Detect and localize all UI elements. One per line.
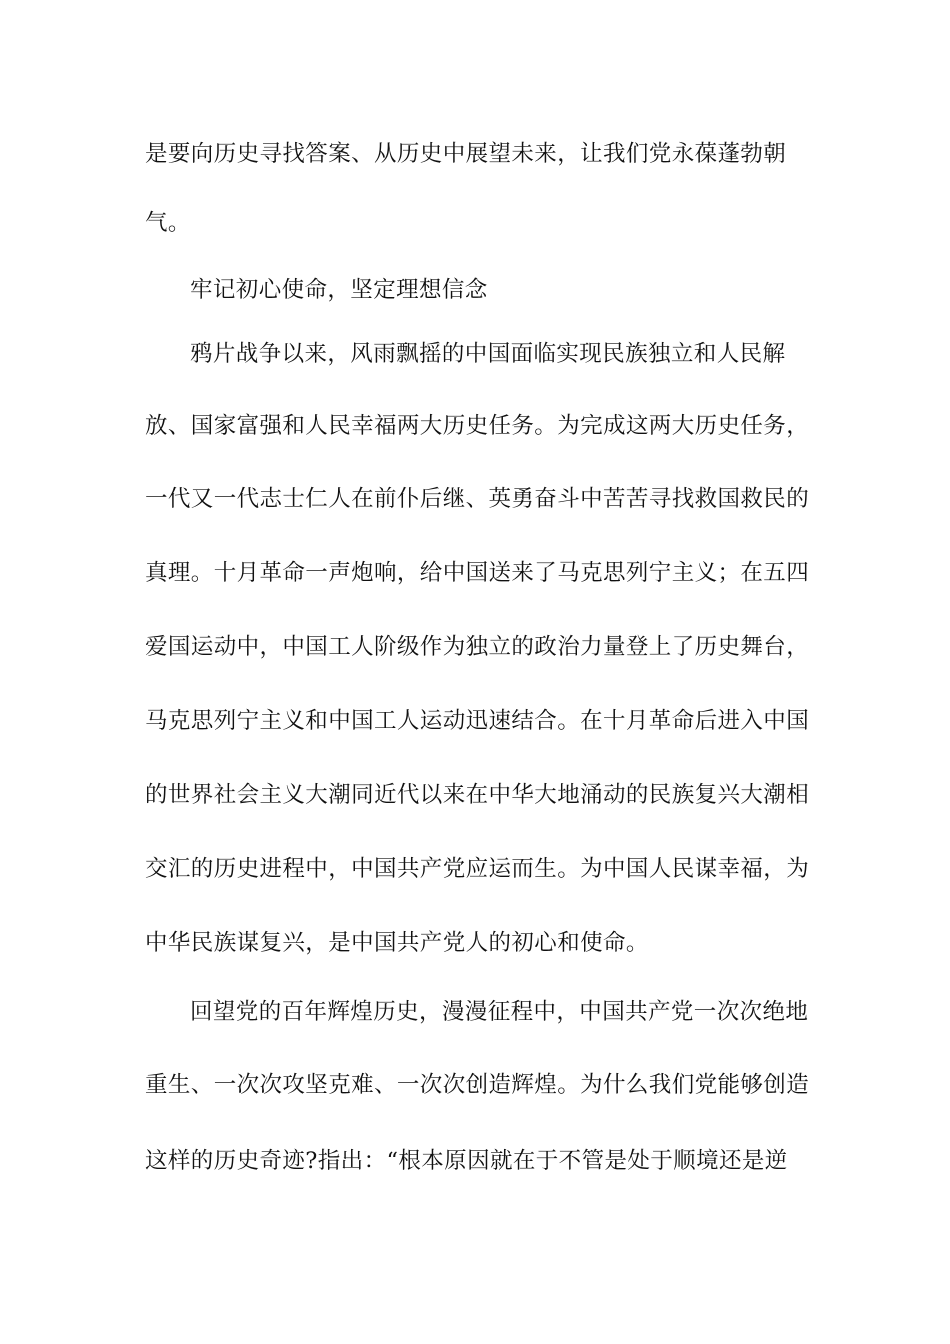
paragraph-line: 鸦片战争以来，风雨飘摇的中国面临实现民族独立和人民解 xyxy=(190,341,786,367)
paragraph-line: 马克思列宁主义和中国工人运动迅速结合。在十月革命后进入中国 xyxy=(145,708,810,734)
paragraph-line: 气。 xyxy=(145,210,191,236)
paragraph-line: 回望党的百年辉煌历史，漫漫征程中，中国共产党一次次绝地 xyxy=(190,999,809,1025)
section-heading: 牢记初心使命，坚定理想信念 xyxy=(190,277,488,303)
paragraph-line: 重生、一次次攻坚克难、一次次创造辉煌。为什么我们党能够创造 xyxy=(145,1072,810,1098)
paragraph-line: 真理。十月革命一声炮响，给中国送来了马克思列宁主义；在五四 xyxy=(145,560,810,586)
paragraph-line: 是要向历史寻找答案、从历史中展望未来，让我们党永葆蓬勃朝 xyxy=(145,141,787,167)
paragraph-line: 中华民族谋复兴，是中国共产党人的初心和使命。 xyxy=(145,930,649,956)
paragraph-line: 交汇的历史进程中，中国共产党应运而生。为中国人民谋幸福，为 xyxy=(145,856,810,882)
paragraph-line: 放、国家富强和人民幸福两大历史任务。为完成这两大历史任务， xyxy=(145,413,810,439)
paragraph-line: 这样的历史奇迹?指出：“根本原因就在于不管是处于顺境还是逆 xyxy=(145,1148,788,1174)
paragraph-line: 的世界社会主义大潮同近代以来在中华大地涌动的民族复兴大潮相 xyxy=(145,782,810,808)
paragraph-line: 一代又一代志士仁人在前仆后继、英勇奋斗中苦苦寻找救国救民的 xyxy=(145,486,810,512)
paragraph-line: 爱国运动中，中国工人阶级作为独立的政治力量登上了历史舞台， xyxy=(145,634,810,660)
